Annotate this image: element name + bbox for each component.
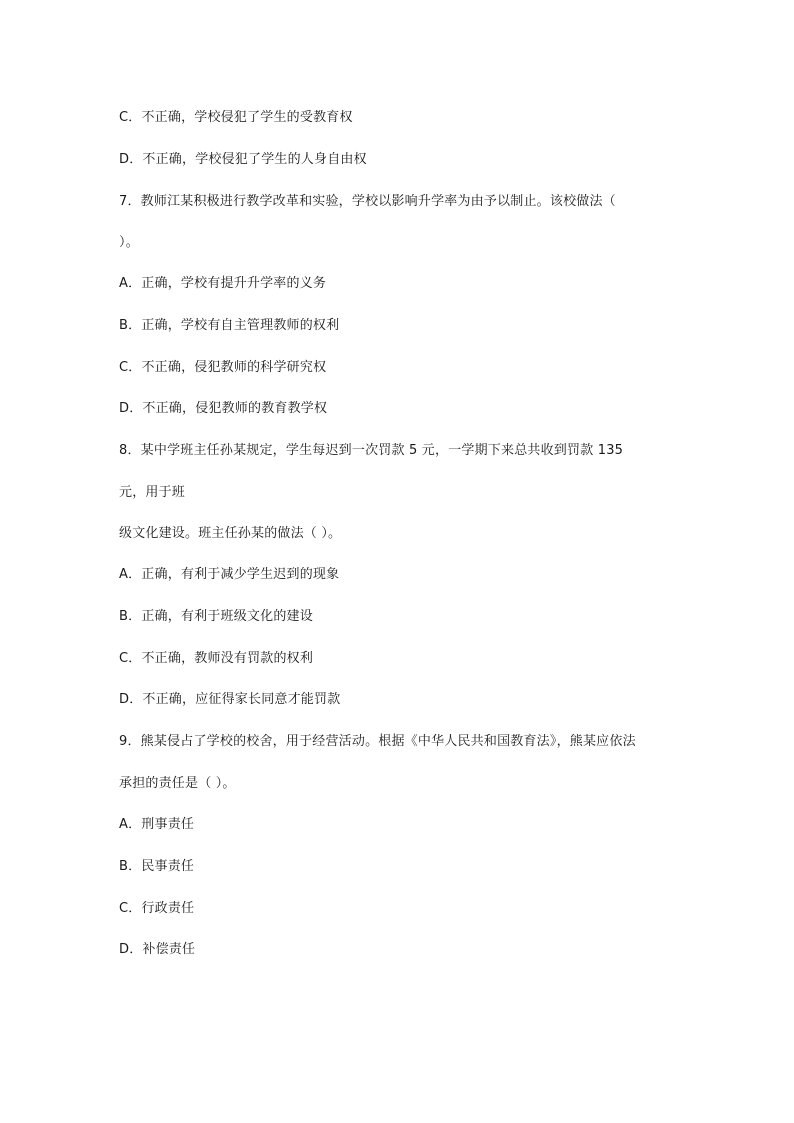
q7-stem-continued: ）。 xyxy=(119,235,139,250)
q8-stem: 8．某中学班主任孙某规定，学生每迟到一次罚款 5 元，一学期下来总共收到罚款 135 xyxy=(119,443,624,458)
q9-option-a: A．刑事责任 xyxy=(119,817,195,832)
q6-option-c: C．不正确，学校侵犯了学生的受教育权 xyxy=(119,110,353,125)
q8-stem-continued-2: 级文化建设。班主任孙某的做法（ ）。 xyxy=(119,526,342,541)
q8-stem-continued-1: 元，用于班 xyxy=(119,485,186,500)
q9-option-c: C．行政责任 xyxy=(119,901,195,916)
q9-option-d: D．补偿责任 xyxy=(119,942,196,957)
q7-option-a: A．正确，学校有提升升学率的义务 xyxy=(119,276,327,291)
q9-stem-continued: 承担的责任是（ ）。 xyxy=(119,776,236,791)
q8-option-b: B．正确，有利于班级文化的建设 xyxy=(119,609,313,624)
q7-option-c: C．不正确，侵犯教师的科学研究权 xyxy=(119,360,327,375)
q6-option-d: D．不正确，学校侵犯了学生的人身自由权 xyxy=(119,152,367,167)
q7-option-d: D．不正确，侵犯教师的教育教学权 xyxy=(119,401,328,416)
q7-option-b: B．正确，学校有自主管理教师的权利 xyxy=(119,318,340,333)
q8-option-d: D．不正确，应征得家长同意才能罚款 xyxy=(119,692,341,707)
q9-stem: 9．熊某侵占了学校的校舍，用于经营活动。根据《中华人民共和国教育法》，熊某应依法 xyxy=(119,734,636,749)
q9-option-b: B．民事责任 xyxy=(119,859,195,874)
q7-stem: 7．教师江某积极进行教学改革和实验，学校以影响升学率为由予以制止。该校做法（ xyxy=(119,194,616,209)
q8-option-c: C．不正确，教师没有罚款的权利 xyxy=(119,651,314,666)
q8-option-a: A．正确，有利于减少学生迟到的现象 xyxy=(119,567,340,582)
